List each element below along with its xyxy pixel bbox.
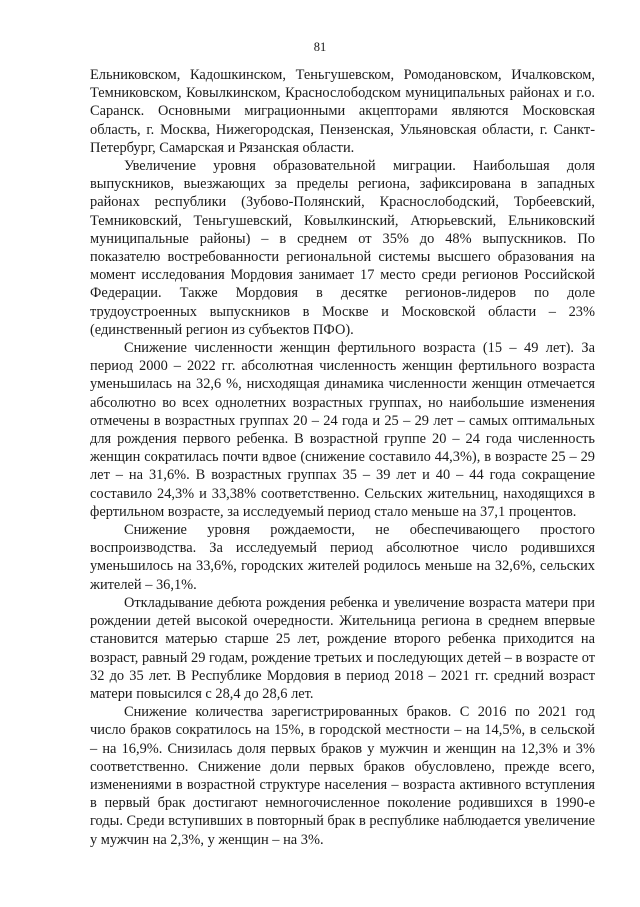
paragraph-educational-migration: Увеличение уровня образовательной миграции. Наибольшая доля выпускников, выезжающих за пределы региона, зафиксирована в западных районах республики (Зубово-Полянский, Краснослободский, Торбеевский, Темниковский, Теньгушевский, Ковылкинский, Атюрьевский, Ельниковский муниципальные районы) – в среднем от 35% до 48% выпускников. По показателю востребованности региональной системы высшего образования на момент исследования Мордовия занимает 17 место среди регионов Российской Федерации. Также Мордовия в десятке регионов-лидеров по доле трудоустроенных выпускников в Москве и Московской области – 23% (единственный регион из субъектов ПФО). [90,158,595,338]
paragraph-birth-rate: Снижение уровня рождаемости, не обеспечивающего простого воспроизводства. За исследуемый период абсолютное число родившихся уменьшилось на 33,6%, городских жителей родилось меньше на 32,6%, сельских жителей – 36,1%. [90,522,595,593]
paragraph-fertile-women: Снижение численности женщин фертильного возраста (15 – 49 лет). За период 2000 – 2022 гг. абсолютная численность женщин фертильного возраста уменьшилась на 32,6 %, нисходящая динамика численности женщин отмечается абсолютно во всех однолетних возрастных группах, но наибольшие изменения отмечены в возрастных группах 20 – 24 года и 25 – 29 лет – самых оптимальных для рождения первого ребенка. В возрастной группе 20 – 24 года численность женщин сократилась почти вдвое (снижение составило 44,3%), в возрасте 25 – 29 лет – на 31,6%. В возрастных группах 35 – 39 лет и 40 – 44 года сокращение составило 24,3% и 33,38% соответственно. Сельских жительниц, находящихся в фертильном возрасте, за исследуемый период стало меньше на 37,1 процентов. [90,340,595,520]
paragraph-marriages: Снижение количества зарегистрированных браков. С 2016 по 2021 год число браков сократилось на 15%, в городской местности – на 14,5%, в сельской – на 16,9%. Снизилась доля первых браков у мужчин и женщин на 12,3% и 3% соответственно. Снижение доли первых браков обусловлено, прежде всего, изменениями в возрастной структуре населения – возраста активного вступления в первый брак достигают немногочисленное поколение родившихся в 1990-е годы. Среди вступивших в повторный брак в республике наблюдается увеличение у мужчин на 2,3%, у женщин – на 3%. [90,704,595,848]
page-number: 81 [313,40,327,54]
body-text [90,66,595,849]
paragraph-migration-acceptors: Ельниковском, Кадошкинском, Теньгушевском, Ромодановском, Ичалковском, Темниковском, Ковылкинском, Краснослободском муниципальных районах и г.о. Саранск. Основными миграционными акцепторами являются Московская область, г. Москва, Нижегородская, Пензенская, Ульяновская области, г. Санкт-Петербург, Самарская и Рязанская области. [90,67,595,156]
paragraph-mother-age: Откладывание дебюта рождения ребенка и увеличение возраста матери при рождении детей высокой очередности. Жительница региона в среднем впервые становится матерью старше 25 лет, рождение второго ребенка приходится на возраст, равный 29 годам, рождение третьих и последующих детей – в возрасте от 32 до 35 лет. В Республике Мордовия в период 2018 – 2021 гг. средний возраст матери повысился с 28,4 до 28,6 лет. [90,594,595,702]
